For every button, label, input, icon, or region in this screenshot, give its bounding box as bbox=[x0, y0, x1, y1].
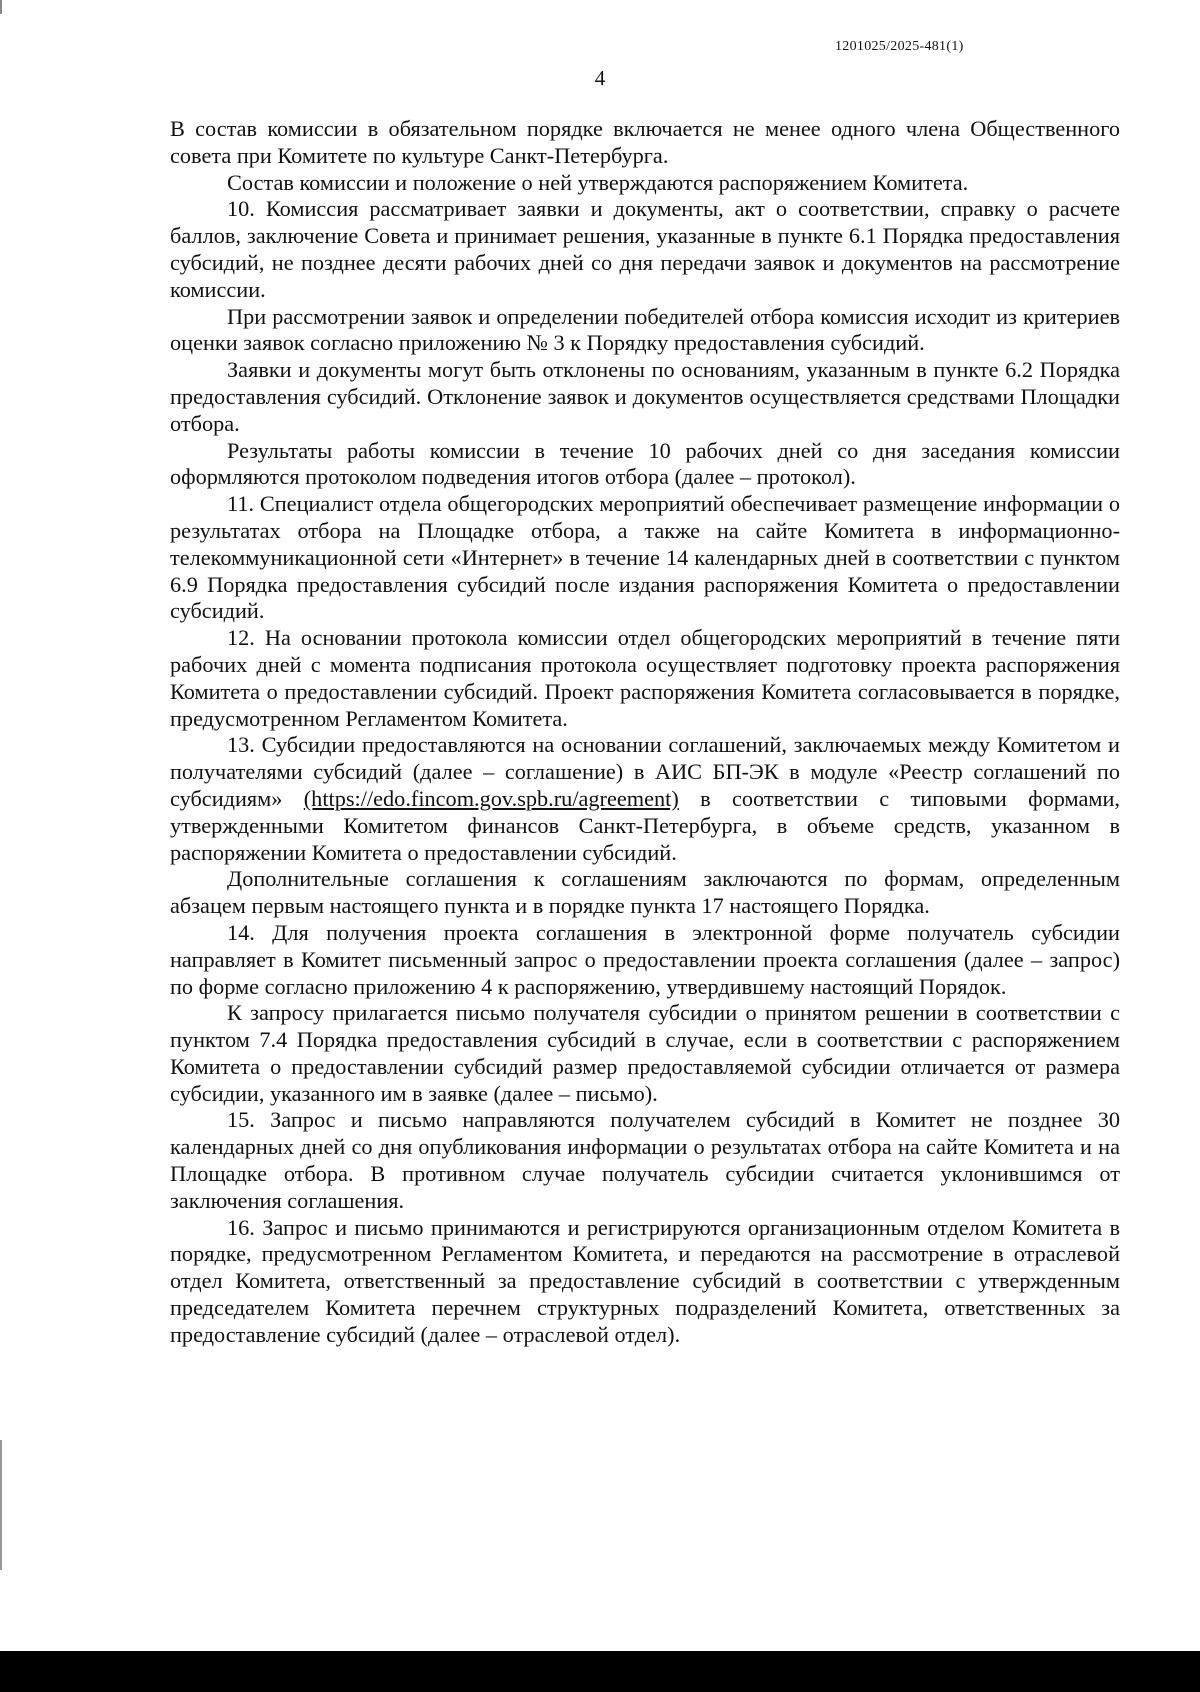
document-body bbox=[170, 116, 1120, 1349]
paragraph-text-before-link: 13. Субсидии предоставляются на основании соглашений, заключаемых между Комитетом и получателями субсидий (далее – соглашение) в АИС БП-ЭК в модуле «Реестр соглашений по субсидиям» bbox=[170, 732, 1120, 811]
paragraph: Результаты работы комиссии в течение 10 рабочих дней со дня заседания комиссии оформляются протоколом подведения итогов отбора (далее – протокол). bbox=[170, 437, 1120, 490]
scan-edge-mark bbox=[0, 0, 2, 14]
scan-bottom-bar bbox=[0, 1651, 1200, 1692]
scan-edge-mark-lower bbox=[0, 1440, 2, 1570]
paragraph: 12. На основании протокола комиссии отдел общегородских мероприятий в течение пяти рабочих дней с момента подписания протокола осуществляет подготовку проекта распоряжения Комитета о предоставлении субсидий. Проект распоряжения Комитета согласовывается в порядке, предусмотренном Регламентом Комитета. bbox=[170, 625, 1120, 731]
paragraph: 14. Для получения проекта соглашения в электронной форме получатель субсидии направляет в Комитет письменный запрос о предоставлении проекта соглашения (далее – запрос) по форме согласно приложению 4 к распоряжению, утвердившему настоящий Порядок. bbox=[170, 919, 1120, 999]
paragraph: 16. Запрос и письмо принимаются и регистрируются организационным отделом Комитета в порядке, предусмотренном Регламентом Комитета, и передаются на рассмотрение в отраслевой отдел Комитета, ответственный за предоставление субсидий в соответствии с утвержденным председателем Комитета перечнем структурных подразделений Комитета, ответственных за предоставление субсидий (далее – отраслевой отдел). bbox=[170, 1214, 1120, 1347]
paragraph: Заявки и документы могут быть отклонены по основаниям, указанным в пункте 6.2 Порядка предоставления субсидий. Отклонение заявок и документов осуществляется средствами Площадки отбора. bbox=[170, 357, 1120, 436]
paragraph: 10. Комиссия рассматривает заявки и документы, акт о соответствии, справку о расчете баллов, заключение Совета и принимает решения, указанные в пункте 6.1 Порядка предоставления субсидий, не позднее десяти рабочих дней со дня передачи заявок и документов на рассмотрение комиссии. bbox=[170, 196, 1120, 302]
paragraph-with-link bbox=[170, 732, 1120, 866]
paragraph: Состав комиссии и положение о ней утверждаются распоряжением Комитета. bbox=[227, 169, 969, 195]
paragraph-text-after-link: в соответствии с типовыми формами, утвержденными Комитетом финансов Санкт-Петербурга, в объеме средств, указанном в распоряжении Комитета о предоставлении субсидий. bbox=[170, 785, 1120, 865]
paragraph: 11. Специалист отдела общегородских мероприятий обеспечивает размещение информации о результатах отбора на Площадке отбора, а также на сайте Комитета в информационно-телекоммуникационной сети «Интернет» в течение 14 календарных дней в соответствии с пунктом 6.9 Порядка предоставления субсидий после издания распоряжения Комитета о предоставлении субсидий. bbox=[170, 491, 1120, 624]
paragraph: 15. Запрос и письмо направляются получателем субсидий в Комитет не позднее 30 календарных дней со дня опубликования информации о результатах отбора на сайте Комитета и на Площадке отбора. В противном случае получатель субсидии считается уклонившимся от заключения соглашения. bbox=[170, 1107, 1120, 1213]
agreement-registry-link[interactable]: (https://edo.fincom.gov.spb.ru/agreement) bbox=[303, 785, 679, 811]
paragraph: Дополнительные соглашения к соглашениям заключаются по формам, определенным абзацем первым настоящего пункта и в порядке пункта 17 настоящего Порядка. bbox=[170, 866, 1120, 919]
page-number: 4 bbox=[594, 66, 606, 90]
document-number: 1201025/2025-481(1) bbox=[835, 39, 964, 54]
paragraph: При рассмотрении заявок и определении победителей отбора комиссия исходит из критериев оценки заявок согласно приложению № 3 к Порядку предоставления субсидий. bbox=[170, 303, 1120, 356]
paragraph: К запросу прилагается письмо получателя субсидии о принятом решении в соответствии с пунктом 7.4 Порядка предоставления субсидий в случае, если в соответствии с распоряжением Комитета о предоставлении субсидий размер предоставляемой субсидии отличается от размера субсидии, указанного им в заявке (далее – письмо). bbox=[170, 1000, 1120, 1106]
paragraph: В состав комиссии в обязательном порядке включается не менее одного члена Общественного совета при Комитете по культуре Санкт-Петербурга. bbox=[170, 116, 1120, 168]
